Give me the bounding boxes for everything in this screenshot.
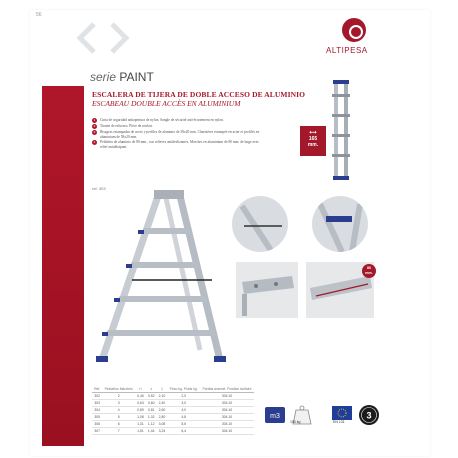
detail-top-step-photo <box>236 262 298 318</box>
series-prefix: serie <box>90 70 117 84</box>
specs-table <box>92 378 254 435</box>
table-cell: 304.10 <box>200 427 254 434</box>
detail-hinge-photo <box>232 196 288 252</box>
feature-item <box>92 124 260 129</box>
reference-label: ref. 303 <box>92 186 106 191</box>
warranty-badge-icon <box>358 404 380 426</box>
series-title <box>90 70 154 84</box>
column-header: Peldaños Marches <box>102 378 135 392</box>
table-cell: 1,02 <box>146 413 157 420</box>
table-cell: 306 <box>92 420 102 427</box>
feature-list <box>92 118 260 150</box>
height-closed-icon: ⊓ <box>135 378 146 392</box>
table-cell: 1,44 <box>146 427 157 434</box>
table-cell: 2,80 <box>157 413 168 420</box>
table-cell: 3,08 <box>157 420 168 427</box>
title-french: ESCABEAU DOUBLE ACCÈS EN ALUMINIUM <box>92 99 241 108</box>
table-cell: 304.10 <box>200 392 254 399</box>
page-number: 56 <box>36 12 42 18</box>
certification-mark-icon <box>264 404 286 426</box>
table-row <box>92 392 254 399</box>
table-cell: 304.10 <box>200 420 254 427</box>
table-cell: 4,0 <box>167 406 200 413</box>
table-cell: 5,6 <box>167 420 200 427</box>
table-cell: 304.10 <box>200 413 254 420</box>
title-spanish: ESCALERA DE TIJERA DE DOBLE ACCESO DE ALUMINIO <box>92 90 306 99</box>
table-row <box>92 427 254 434</box>
width-value: 165 <box>308 136 318 142</box>
brand-name: ALTIPESA <box>326 46 368 55</box>
column-header: Ref. <box>92 378 102 392</box>
table-cell: 1,12 <box>146 420 157 427</box>
detail-strap-photo <box>312 196 368 252</box>
table-cell: 304.10 <box>200 399 254 406</box>
feature-item <box>92 130 260 139</box>
feature-number-badge: 4 <box>93 140 96 145</box>
table-cell: 304.10 <box>200 406 254 413</box>
feature-text: Bisagras estampadas de acero y perfiles de aluminio de 58x20 mm. Charnières estampée en acier et profilés en aluminium de 58x20 mm. <box>100 130 260 139</box>
folded-ladder-photo <box>320 80 362 180</box>
table-cell: 7 <box>102 427 135 434</box>
table-cell: 3,24 <box>157 427 168 434</box>
table-cell: 0,52 <box>146 392 157 399</box>
series-name: PAINT <box>119 70 154 84</box>
feature-item <box>92 140 260 149</box>
standard-label: EN 131 <box>333 420 345 424</box>
table-cell: 305 <box>92 413 102 420</box>
svg-text:m3: m3 <box>270 413 280 420</box>
load-capacity-label: 150 kg <box>290 420 301 424</box>
table-cell: 1,08 <box>135 413 146 420</box>
table-cell: 307 <box>92 427 102 434</box>
table-cell: 303 <box>92 399 102 406</box>
feature-text: Tirante de refuerzo. Pièce de renfort. <box>100 124 153 128</box>
table-cell: 2 <box>102 392 135 399</box>
table-cell: 302 <box>92 392 102 399</box>
table-cell: 4,8 <box>167 413 200 420</box>
arrow-horizontal-icon: ⟷ <box>309 130 317 136</box>
feature-number-badge: 3 <box>93 130 96 134</box>
table-cell: 0,60 <box>146 399 157 406</box>
feature-item <box>92 118 260 123</box>
table-cell: 0,63 <box>135 399 146 406</box>
table-row <box>92 406 254 413</box>
step-ladder-photo <box>80 190 240 370</box>
table-cell: 1,51 <box>135 427 146 434</box>
red-side-band <box>42 86 84 446</box>
feature-number-badge: 2 <box>93 124 96 128</box>
feature-number-badge: 1 <box>93 118 96 122</box>
step-value: 80 <box>367 266 371 270</box>
table-cell: 6 <box>102 420 135 427</box>
table-row <box>92 413 254 420</box>
table-cell: 0,81 <box>146 406 157 413</box>
column-header: Peso kg. Poids kg. <box>167 378 200 392</box>
table-cell: 6,4 <box>167 427 200 434</box>
table-row <box>92 399 254 406</box>
table-cell: 5 <box>102 413 135 420</box>
table-cell: 3,0 <box>167 399 200 406</box>
altipesa-logo-icon <box>342 18 366 42</box>
feature-text: Cinta de seguridad antiapertura de nylon. Sangle de sécurité anti-écartement en nylon. <box>100 118 224 122</box>
table-row <box>92 420 254 427</box>
table-cell: 1,31 <box>135 420 146 427</box>
table-cell: 0,46 <box>135 392 146 399</box>
table-header-row <box>92 378 254 392</box>
table-cell: 2,0 <box>167 392 200 399</box>
table-cell: 0,89 <box>135 406 146 413</box>
table-cell: 4 <box>102 406 135 413</box>
width-unit: mm. <box>307 142 319 148</box>
height-open-icon: ∧ <box>146 378 157 392</box>
table-cell: 2,60 <box>157 406 168 413</box>
table-cell: 2,40 <box>157 399 168 406</box>
chevrons-decoration-icon <box>74 18 134 58</box>
step-unit: mm. <box>365 271 373 275</box>
width-dimension-tag <box>300 126 326 156</box>
table-cell: 3 <box>102 399 135 406</box>
table-cell: 2,10 <box>157 392 168 399</box>
warranty-years: 3 <box>366 410 372 421</box>
length-icon: ▯ <box>157 378 168 392</box>
column-header: Partida arancel. Position tarifaire <box>200 378 254 392</box>
table-cell: 304 <box>92 406 102 413</box>
step-dimension-tag <box>362 264 376 278</box>
feature-text: Peldaños de aluminio de 80 mm., con relieves antideslizantes. Marches en aluminium de 80 mm. de large avec relief antidérapant. <box>100 140 260 149</box>
